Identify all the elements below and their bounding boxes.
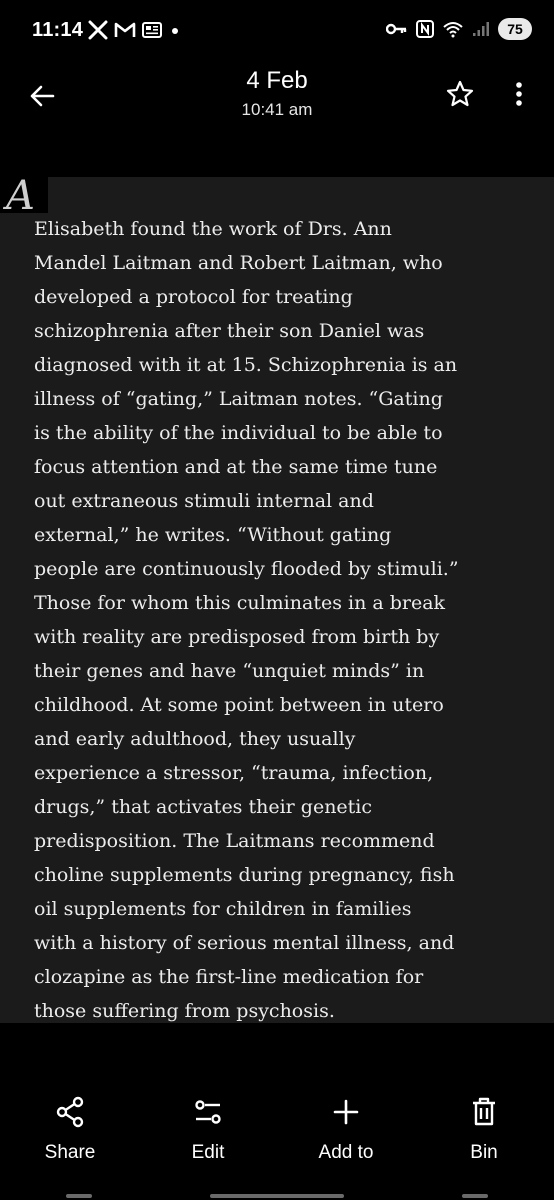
edit-button[interactable] (158, 1090, 258, 1164)
dropcap-letter: A (6, 173, 35, 219)
plus-icon (333, 1099, 359, 1125)
text-line: focus attention and at the same time tune (34, 456, 438, 478)
key-icon (386, 22, 408, 36)
top-app-bar (0, 62, 554, 132)
news-icon (142, 22, 162, 38)
text-line: developed a protocol for treating (34, 286, 353, 308)
recents-hint[interactable] (66, 1194, 92, 1198)
dropcap-area (0, 173, 48, 219)
text-line: with reality are predisposed from birth by (34, 626, 440, 648)
add-to-label: Add to (318, 1142, 374, 1163)
share-label: Share (44, 1142, 96, 1163)
home-handle[interactable] (210, 1194, 344, 1198)
notification-icons (88, 20, 182, 40)
bottom-action-bar (0, 1090, 554, 1180)
text-line: Mandel Laitman and Robert Laitman, who (34, 252, 443, 274)
text-line: schizophrenia after their son Daniel was (34, 320, 425, 342)
text-line: external,” he writes. “Without gating (34, 524, 392, 546)
signal-icon (472, 21, 490, 37)
text-line: people are continuously flooded by stimuli.” (34, 558, 459, 580)
favorite-button[interactable] (440, 74, 480, 114)
star-icon (445, 79, 475, 109)
text-line: oil supplements for children in families (34, 898, 412, 920)
back-hint[interactable] (462, 1194, 488, 1198)
dot-icon (168, 23, 182, 37)
more-options-button[interactable] (500, 74, 538, 114)
gmail-icon (114, 21, 136, 39)
share-icon (55, 1096, 85, 1128)
trash-icon (471, 1097, 497, 1127)
text-line: childhood. At some point between in utero (34, 694, 444, 716)
more-vertical-icon (515, 81, 523, 107)
text-line: drugs,” that activates their genetic (34, 796, 373, 818)
edit-label: Edit (191, 1142, 225, 1163)
text-line: and early adulthood, they usually (34, 728, 356, 750)
status-time: 11:14 (32, 19, 84, 41)
back-button[interactable] (22, 76, 62, 116)
text-line: Elisabeth found the work of Drs. Ann (34, 218, 392, 240)
text-line: Those for whom this culminates in a break (34, 592, 446, 614)
text-line: is the ability of the individual to be able to (34, 422, 443, 444)
text-line: experience a stressor, “trauma, infection, (34, 762, 434, 784)
text-line: those suffering from psychosis. (34, 1000, 335, 1022)
photo-text (34, 212, 534, 1028)
edit-sliders-icon (193, 1098, 223, 1126)
nfc-icon (416, 20, 434, 38)
bin-label: Bin (470, 1142, 498, 1163)
photo-viewer-image[interactable] (0, 173, 554, 1023)
arrow-left-icon (28, 82, 56, 110)
system-navigation-bar (0, 1192, 554, 1200)
system-icons (386, 18, 532, 40)
text-line: with a history of serious mental illness, and (34, 932, 455, 954)
wifi-icon (442, 20, 464, 38)
photo-time: 10:41 am (241, 100, 313, 119)
bin-button[interactable] (434, 1090, 534, 1164)
text-line: out extraneous stimuli internal and (34, 490, 374, 512)
text-line: choline supplements during pregnancy, fish (34, 864, 455, 886)
photo-date: 4 Feb (246, 67, 308, 94)
status-bar (0, 0, 554, 62)
text-line: their genes and have “unquiet minds” in (34, 660, 425, 682)
battery-indicator: 75 (498, 18, 532, 40)
add-to-button[interactable] (296, 1090, 396, 1164)
share-button[interactable] (20, 1090, 120, 1164)
text-line: illness of “gating,” Laitman notes. “Gating (34, 388, 443, 410)
text-line: diagnosed with it at 15. Schizophrenia is an (34, 354, 458, 376)
x-icon (88, 20, 108, 40)
text-line: predisposition. The Laitmans recommend (34, 830, 435, 852)
text-line: clozapine as the first-line medication for (34, 966, 424, 988)
